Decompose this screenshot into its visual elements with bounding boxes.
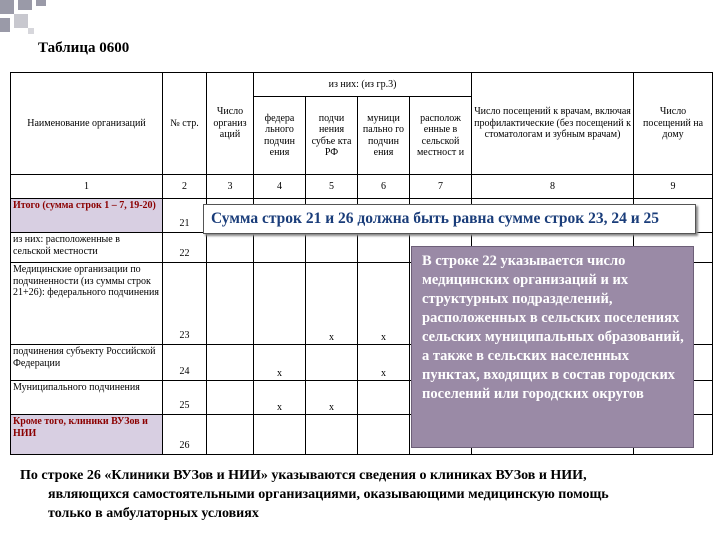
- footer-line: являющихся самостоятельными организациями, оказывающими медицинскую помощь: [48, 487, 609, 502]
- header-visits: Число посещений к врачам, включая профилактические (без посещений к стоматологам и зубным врачам): [472, 73, 634, 175]
- footer-note: [20, 466, 710, 523]
- data-cell[interactable]: [254, 233, 306, 263]
- decor-square: [14, 14, 28, 28]
- x-mark: x: [254, 381, 306, 415]
- header-org-count: Число организ аций: [207, 73, 254, 175]
- callout-sum-note: Сумма строк 21 и 26 должна быть равна сумме строк 23, 24 и 25: [203, 204, 696, 234]
- col-number: 3: [207, 175, 254, 199]
- decor-square: [28, 28, 34, 34]
- data-cell[interactable]: [207, 263, 254, 345]
- decor-square: [0, 18, 10, 32]
- header-rural: располож енные в сельской местност и: [410, 97, 472, 175]
- decor-square: [18, 0, 32, 10]
- callout-rural-note: В строке 22 указывается число медицинских организаций и их структурных подразделений, расположенных в сельских поселениях сельских муниципальных образований, а также в сельских населенных пунктах, входящих в состав городских поселений или городских округов: [411, 246, 694, 448]
- row-number: 26: [163, 415, 207, 455]
- row-name: из них: расположенные в сельской местности: [11, 233, 163, 263]
- header-municipal: муници пально го подчин ения: [358, 97, 410, 175]
- col-number: 6: [358, 175, 410, 199]
- decor-square: [0, 0, 14, 14]
- row-name: подчинения субъекту Российской Федерации: [11, 345, 163, 381]
- header-name: Наименование организаций: [11, 73, 163, 175]
- data-cell[interactable]: [207, 345, 254, 381]
- data-cell[interactable]: [306, 415, 358, 455]
- col-number: 2: [163, 175, 207, 199]
- x-mark: x: [358, 345, 410, 381]
- header-subject: подчи нения субъе кта РФ: [306, 97, 358, 175]
- x-mark: x: [306, 381, 358, 415]
- row-number: 22: [163, 233, 207, 263]
- col-number: 7: [410, 175, 472, 199]
- data-cell[interactable]: [358, 233, 410, 263]
- header-federal: федера льного подчин ения: [254, 97, 306, 175]
- row-name: Итого (сумма строк 1 – 7, 19-20): [11, 199, 163, 233]
- row-name: Кроме того, клиники ВУЗов и НИИ: [11, 415, 163, 455]
- col-number: 1: [11, 175, 163, 199]
- x-mark: x: [254, 345, 306, 381]
- data-cell[interactable]: [254, 263, 306, 345]
- row-name: Муниципального подчинения: [11, 381, 163, 415]
- x-mark: x: [358, 263, 410, 345]
- data-cell[interactable]: [207, 233, 254, 263]
- header-home-visits: Число посещений на дому: [634, 73, 713, 175]
- data-cell[interactable]: [306, 345, 358, 381]
- row-number: 21: [163, 199, 207, 233]
- header-group: из них: (из гр.3): [254, 73, 472, 97]
- data-cell[interactable]: [207, 381, 254, 415]
- header-row-no: № стр.: [163, 73, 207, 175]
- row-number: 25: [163, 381, 207, 415]
- data-cell[interactable]: [358, 381, 410, 415]
- row-number: 24: [163, 345, 207, 381]
- footer-line: По строке 26 «Клиники ВУЗов и НИИ» указываются сведения о клиниках ВУЗов и НИИ,: [20, 468, 587, 483]
- data-cell[interactable]: [207, 415, 254, 455]
- row-name: Медицинские организации по подчиненности (из суммы строк 21+26): федерального подчинения: [11, 263, 163, 345]
- data-cell[interactable]: [254, 415, 306, 455]
- data-cell[interactable]: [306, 233, 358, 263]
- data-cell[interactable]: [358, 415, 410, 455]
- page-title: Таблица 0600: [38, 40, 130, 56]
- col-number: 5: [306, 175, 358, 199]
- col-number: 8: [472, 175, 634, 199]
- col-number: 4: [254, 175, 306, 199]
- x-mark: x: [306, 263, 358, 345]
- row-number: 23: [163, 263, 207, 345]
- decor-square: [36, 0, 46, 6]
- col-number: 9: [634, 175, 713, 199]
- footer-line: только в амбулаторных условиях: [48, 506, 259, 521]
